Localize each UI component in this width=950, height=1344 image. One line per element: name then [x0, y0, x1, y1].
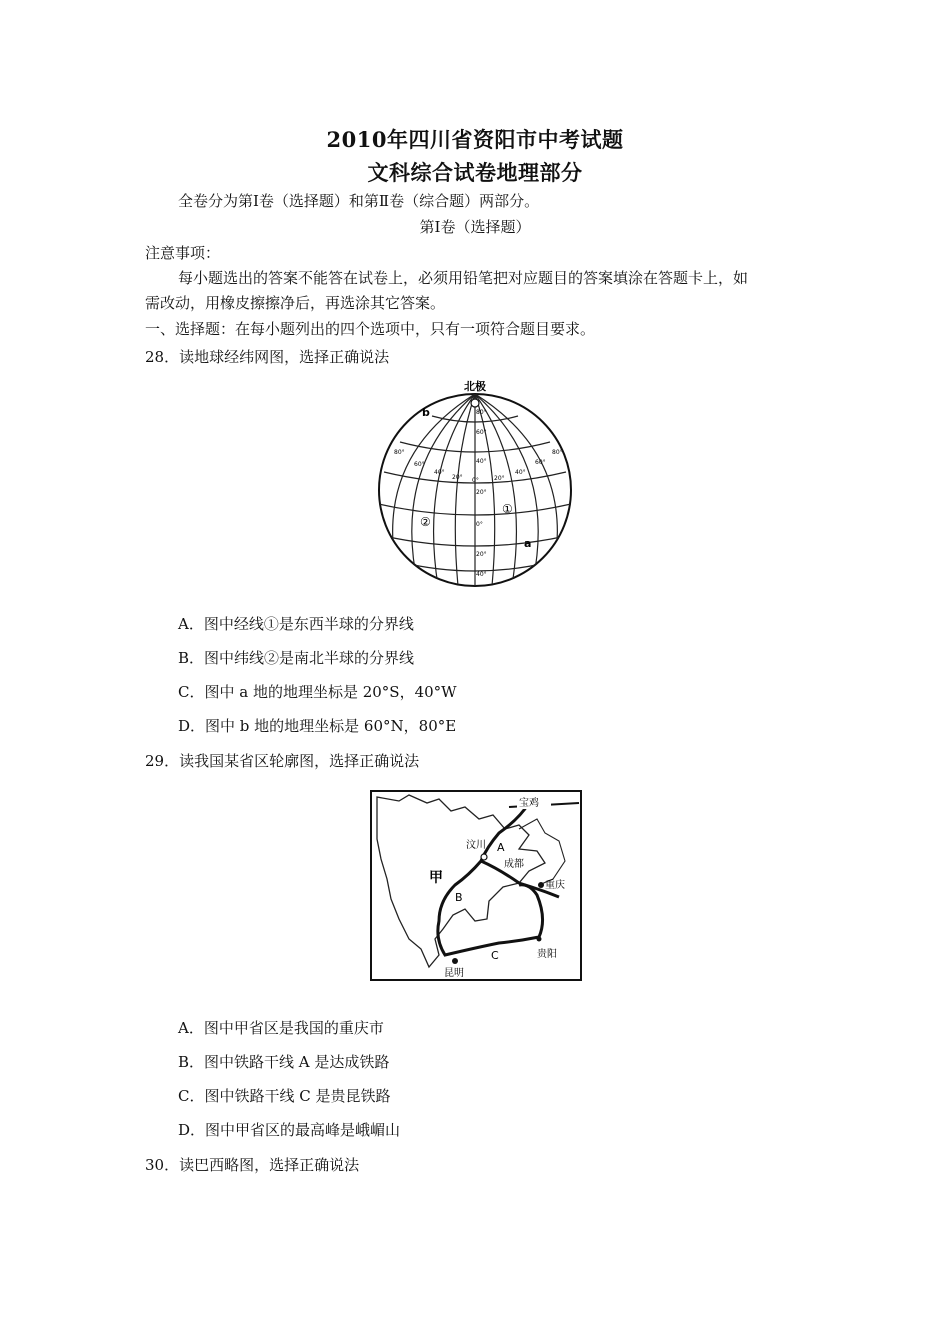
section-heading: 一、选择题：在每小题列出的四个选项中，只有一项符合题目要求。 [145, 320, 596, 338]
lat-label: 0° [476, 521, 483, 528]
question-30-stem: 30．读巴西略图，选择正确说法 [145, 1156, 360, 1174]
exam-subtitle: 文科综合试卷地理部分 [367, 160, 583, 185]
label-chongqing: 重庆 [545, 880, 565, 891]
q28-option-a: A．图中经线①是东西半球的分界线 [178, 615, 414, 633]
label-kunming: 昆明 [444, 968, 464, 979]
overview-text: 全卷分为第Ⅰ卷（选择题）和第Ⅱ卷（综合题）两部分。 [178, 192, 540, 210]
lon-label: 80° [394, 449, 405, 456]
label-baoji: 宝鸡 [519, 798, 539, 809]
globe-icon [379, 379, 571, 586]
lon-label: 60° [535, 459, 546, 466]
province-map-icon [371, 791, 581, 980]
label-wenchuan: 汶川 [466, 840, 486, 851]
marker-2-label: ② [420, 515, 431, 529]
marker-b-label: b [422, 406, 430, 419]
marker-1-label: ① [502, 502, 513, 516]
label-guiyang: 贵阳 [537, 949, 557, 960]
notice-text-1: 每小题选出的答案不能答在试卷上，必须用铅笔把对应题目的答案填涂在答题卡上，如 [178, 269, 749, 287]
label-rail-c: C [491, 949, 499, 962]
notice-text-2: 需改动，用橡皮擦擦净后，再选涂其它答案。 [145, 294, 446, 312]
north-pole-label: 北极 [464, 380, 486, 393]
question-29-stem: 29．读我国某省区轮廓图，选择正确说法 [145, 752, 420, 770]
lat-label: 80° [476, 409, 487, 416]
label-chengdu: 成都 [504, 859, 524, 870]
marker-a-label: a [524, 537, 532, 550]
label-rail-a: A [497, 841, 505, 854]
q28-option-c: C．图中 a 地的地理坐标是 20°S，40°W [178, 683, 457, 701]
question-28-stem: 28．读地球经纬网图，选择正确说法 [145, 348, 390, 366]
label-jia: 甲 [429, 870, 443, 886]
lon-label: 40° [434, 469, 445, 476]
lat-label: 20° [476, 551, 487, 558]
q28-option-d: D．图中 b 地的地理坐标是 60°N，80°E [178, 717, 457, 735]
lon-label: 40° [515, 469, 526, 476]
exam-title: 2010年四川省资阳市中考试题 [326, 127, 624, 152]
q29-option-d: D．图中甲省区的最高峰是峨嵋山 [178, 1121, 401, 1139]
lat-label: 40° [476, 458, 487, 465]
province-outline-map [369, 789, 583, 982]
lon-label: 20° [494, 475, 505, 482]
lat-label: 20° [476, 489, 487, 496]
notice-label: 注意事项： [145, 244, 221, 262]
lat-label: 40° [476, 571, 487, 578]
q29-option-b: B．图中铁路干线 A 是达成铁路 [178, 1053, 390, 1071]
lon-label: 80° [552, 449, 563, 456]
q29-option-c: C．图中铁路干线 C 是贵昆铁路 [178, 1087, 391, 1105]
label-rail-b: B [455, 891, 463, 904]
lon-label: 20° [452, 474, 463, 481]
lon-label: 60° [414, 461, 425, 468]
part1-heading: 第Ⅰ卷（选择题） [419, 218, 531, 236]
q29-option-a: A．图中甲省区是我国的重庆市 [178, 1019, 384, 1037]
globe-graticule-figure [372, 376, 578, 590]
lat-label: 60° [476, 429, 487, 436]
q28-option-b: B．图中纬线②是南北半球的分界线 [178, 649, 415, 667]
lon-label: 0° [472, 477, 479, 484]
